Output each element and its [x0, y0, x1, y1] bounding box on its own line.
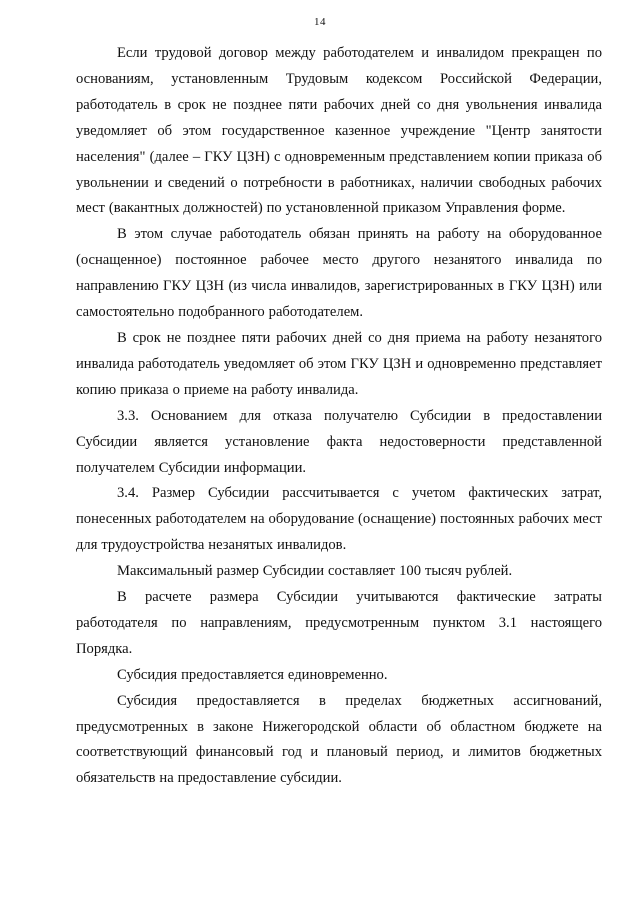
paragraph-one-time-subsidy: Субсидия предоставляется единовременно. [117, 666, 388, 683]
paragraph-budget-limits: Субсидия предоставляется в пределах бюджетных ассигнований, предусмотренных в законе Нижегородской области об областном бюджете на соответствующий финансовый год и плановый период, и лимитов бюджетных обязательств на предоставление субсидии. [76, 692, 602, 787]
paragraph-max-subsidy: Максимальный размер Субсидии составляет 100 тысяч рублей. [117, 563, 513, 580]
paragraph-employment-termination: Если трудовой договор между работодателем и инвалидом прекращен по основаниям, установленным Трудовым кодексом Российской Федерации, работодатель в срок не позднее пяти рабочих дней со дня увольнения инвалида уведомляет об этом государственное казенное учреждение "Центр занятости населения" (далее – ГКУ ЦЗН) с одновременным представлением копии приказа об увольнении и сведений о потребности в работниках, наличии свободных рабочих мест (вакантных должностей) по установленной приказом Управления форме. [76, 45, 602, 217]
page-number: 14 [314, 16, 326, 28]
paragraph-section-3-3: 3.3. Основанием для отказа получателю Субсидии в предоставлении Субсидии является установление факта недостоверности представленной получателем Субсидии информации. [76, 407, 602, 476]
paragraph-hiring-notification: В срок не позднее пяти рабочих дней со дня приема на работу незанятого инвалида работодатель уведомляет об этом ГКУ ЦЗН и одновременно представляет копию приказа о приеме на работу инвалида. [76, 329, 602, 398]
paragraph-hiring-obligation: В этом случае работодатель обязан принять на работу на оборудованное (оснащенное) постоянное рабочее место другого незанятого инвалида по направлению ГКУ ЦЗН (из числа инвалидов, зарегистрированных в ГКУ ЦЗН) или самостоятельно подобранного работодателем. [76, 226, 602, 321]
document-body [76, 41, 602, 792]
paragraph-section-3-4: 3.4. Размер Субсидии рассчитывается с учетом фактических затрат, понесенных работодателем на оборудование (оснащение) постоянных рабочих мест для трудоустройства незанятых инвалидов. [76, 485, 602, 554]
paragraph-subsidy-calculation: В расчете размера Субсидии учитываются фактические затраты работодателя по направлениям, предусмотренным пунктом 3.1 настоящего Порядка. [76, 589, 602, 657]
